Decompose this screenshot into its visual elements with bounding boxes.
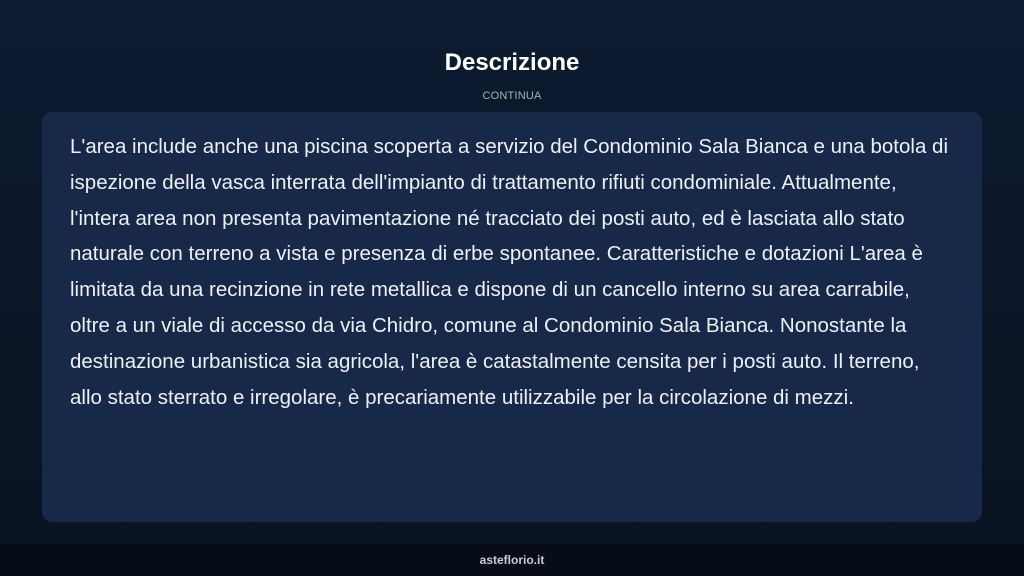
brand-label: asteflorio.it xyxy=(479,553,545,567)
description-card xyxy=(42,112,982,522)
description-text: L'area include anche una piscina scoperta a servizio del Condominio Sala Bianca e una botola di ispezione della vasca interrata dell'impianto di trattamento rifiuti condominiale. Attualmente, l'intera area non presenta pavimentazione né tracciato dei posti auto, ed è lasciata allo stato naturale con terreno a vista e presenza di erbe spontanee. Caratteristiche e dotazioni L'area è limitata da una recinzione in rete metallica e dispone di un cancello interno su area carrabile, oltre a un viale di accesso da via Chidro, comune al Condominio Sala Bianca. Nonostante la destinazione urbanistica sia agricola, l'area è catastalmente censita per i posti auto. Il terreno, allo stato sterrato e irregolare, è precariamente utilizzabile per la circolazione di mezzi. xyxy=(70,135,949,409)
page-title: Descrizione xyxy=(444,49,580,76)
footer-bar xyxy=(0,544,1024,576)
continua-label: CONTINUA xyxy=(482,90,542,102)
